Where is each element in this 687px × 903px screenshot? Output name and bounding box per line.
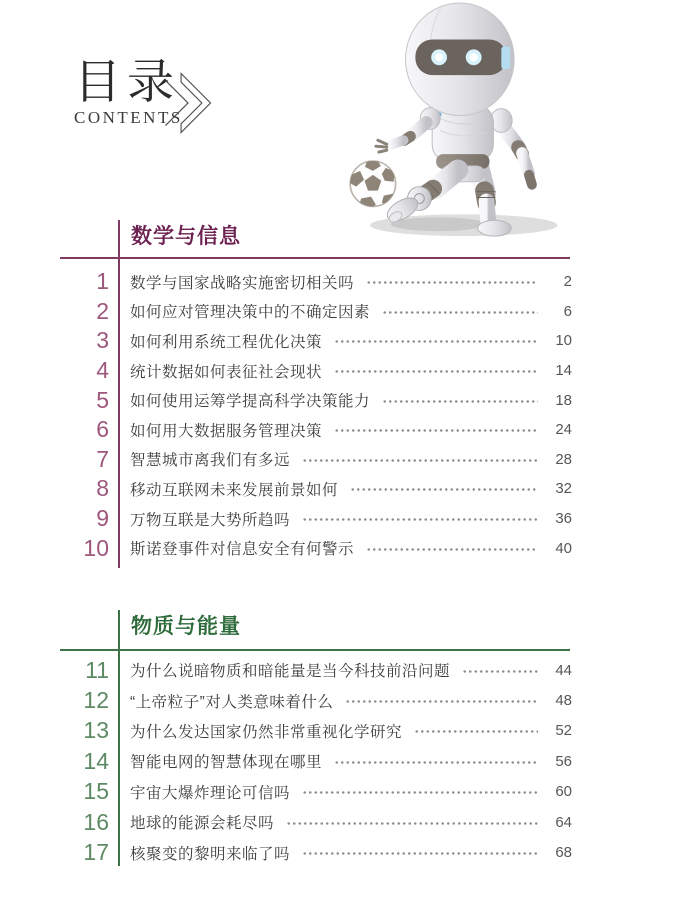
toc-entry[interactable] [0, 356, 687, 386]
toc-entry[interactable] [0, 685, 687, 715]
section-divider-line [60, 257, 570, 259]
toc-entry[interactable] [0, 533, 687, 563]
toc-section [0, 214, 687, 574]
dot-leader [302, 517, 538, 522]
entry-page-number: 2 [563, 273, 572, 291]
section-entry-list [0, 267, 687, 563]
entry-page-number: 28 [555, 450, 572, 468]
entry-number: 4 [96, 357, 109, 384]
toc-entry[interactable] [0, 297, 687, 327]
entry-page-number: 68 [555, 844, 572, 862]
dot-leader [414, 729, 538, 734]
entry-page-number: 48 [555, 692, 572, 710]
entry-page-number: 56 [555, 752, 572, 770]
dot-leader [302, 790, 538, 795]
dot-leader [366, 547, 538, 552]
toc-entry[interactable] [0, 445, 687, 475]
toc-entry[interactable] [0, 655, 687, 685]
toc-title-chinese: 目录 [74, 55, 180, 108]
toc-entry[interactable] [0, 807, 687, 837]
entry-number: 5 [96, 386, 109, 413]
section-entry-list [0, 655, 687, 868]
entry-title: 斯诺登事件对信息安全有何警示 [130, 541, 355, 559]
entry-page-number: 36 [555, 510, 572, 528]
dot-leader [350, 487, 538, 492]
entry-title: 核聚变的黎明来临了吗 [130, 845, 291, 863]
entry-title: “上帝粒子”对人类意味着什么 [130, 693, 334, 711]
dot-leader [462, 669, 538, 674]
entry-number: 7 [96, 445, 109, 472]
toc-entry[interactable] [0, 474, 687, 504]
entry-number: 1 [96, 268, 109, 295]
entry-title: 如何应对管理决策中的不确定因素 [130, 304, 371, 322]
entry-title: 如何使用运筹学提高科学决策能力 [130, 393, 371, 411]
entry-number: 14 [83, 747, 109, 774]
entry-number: 10 [83, 534, 109, 561]
entry-number: 2 [96, 297, 109, 324]
dot-leader [345, 699, 538, 704]
entry-page-number: 10 [555, 332, 572, 350]
toc-entry[interactable] [0, 326, 687, 356]
toc-entry[interactable] [0, 716, 687, 746]
dot-leader [334, 760, 538, 765]
dot-leader [382, 310, 538, 315]
toc-entry[interactable] [0, 837, 687, 867]
section-divider-line [60, 649, 570, 651]
dot-leader [334, 339, 538, 344]
entry-number: 3 [96, 327, 109, 354]
toc-entry[interactable] [0, 777, 687, 807]
section-title: 数学与信息 [131, 224, 241, 248]
dot-leader [334, 369, 538, 374]
robot-head [406, 3, 515, 116]
entry-page-number: 14 [555, 362, 572, 380]
dot-leader [334, 428, 538, 433]
entry-title: 地球的能源会耗尽吗 [130, 815, 275, 833]
dot-leader [382, 399, 538, 404]
toc-entry[interactable] [0, 746, 687, 776]
entry-number: 8 [96, 475, 109, 502]
entry-page-number: 18 [555, 391, 572, 409]
entry-title: 为什么发达国家仍然非常重视化学研究 [130, 723, 403, 741]
toc-entry[interactable] [0, 385, 687, 415]
entry-number: 17 [83, 839, 109, 866]
entry-number: 13 [83, 717, 109, 744]
entry-number: 12 [83, 687, 109, 714]
robot-left-arm [376, 108, 440, 152]
entry-page-number: 6 [563, 302, 572, 320]
entry-title: 如何用大数据服务管理决策 [130, 422, 323, 440]
entry-title: 智慧城市离我们有多远 [130, 452, 291, 470]
entry-page-number: 60 [555, 783, 572, 801]
double-chevron-icon [162, 68, 214, 138]
entry-title: 统计数据如何表征社会现状 [130, 363, 323, 381]
entry-number: 9 [96, 505, 109, 532]
entry-title: 移动互联网未来发展前景如何 [130, 481, 339, 499]
dot-leader [366, 280, 538, 285]
entry-page-number: 24 [555, 421, 572, 439]
dot-leader [286, 821, 538, 826]
robot-soccer-illustration [322, 0, 572, 242]
entry-page-number: 64 [555, 813, 572, 831]
entry-number: 16 [83, 808, 109, 835]
entry-title: 宇宙大爆炸理论可信吗 [130, 784, 291, 802]
toc-title-english: CONTENTS [74, 107, 183, 127]
entry-page-number: 44 [555, 661, 572, 679]
entry-number: 15 [83, 778, 109, 805]
section-title: 物质与能量 [131, 614, 241, 638]
toc-entry[interactable] [0, 415, 687, 445]
entry-title: 万物互联是大势所趋吗 [130, 511, 291, 529]
toc-section [0, 602, 687, 877]
entry-title: 如何利用系统工程优化决策 [130, 333, 323, 351]
robot-right-arm [501, 124, 532, 184]
toc-entry[interactable] [0, 504, 687, 534]
entry-title: 数学与国家战略实施密切相关吗 [130, 274, 355, 292]
soccer-ball [349, 159, 397, 210]
entry-number: 11 [85, 656, 109, 683]
dot-leader [302, 458, 538, 463]
entry-number: 6 [96, 416, 109, 443]
entry-page-number: 32 [555, 480, 572, 498]
entry-title: 智能电网的智慧体现在哪里 [130, 754, 323, 772]
entry-title: 为什么说暗物质和暗能量是当今科技前沿问题 [130, 663, 451, 681]
toc-entry[interactable] [0, 267, 687, 297]
dot-leader [302, 851, 538, 856]
entry-page-number: 52 [555, 722, 572, 740]
entry-page-number: 40 [555, 539, 572, 557]
